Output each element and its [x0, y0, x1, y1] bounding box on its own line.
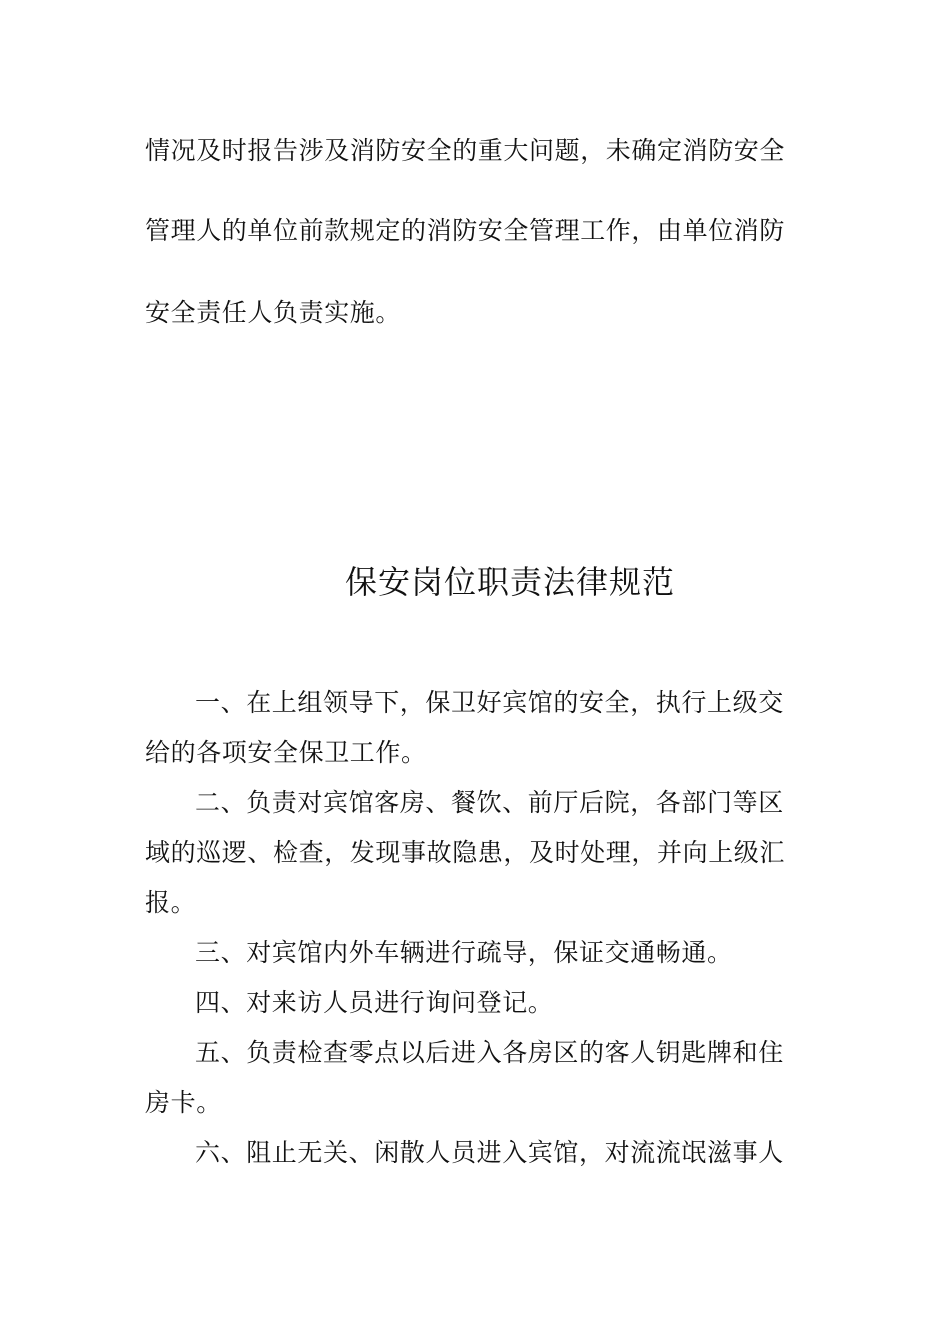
item-2-line-3: 报。	[145, 888, 197, 917]
item-4-line-1: 四、对来访人员进行询问登记。	[195, 988, 554, 1017]
item-6-line-1: 六、阻止无关、闲散人员进入宾馆，对流流氓滋事人	[195, 1138, 784, 1167]
section-title: 保安岗位职责法律规范	[344, 563, 675, 601]
item-5-line-2: 房卡。	[145, 1088, 222, 1117]
item-2-line-2: 域的巡逻、检查，发现事故隐患，及时处理，并向上级汇	[145, 838, 786, 867]
item-1-line-2: 给的各项安全保卫工作。	[145, 738, 427, 767]
item-5-line-1: 五、负责检查零点以后进入各房区的客人钥匙牌和住	[195, 1038, 784, 1067]
intro-line-1: 情况及时报告涉及消防安全的重大问题，未确定消防安全	[145, 136, 786, 165]
item-1-line-1: 一、在上组领导下，保卫好宾馆的安全，执行上级交	[195, 688, 784, 717]
item-3-line-1: 三、对宾馆内外车辆进行疏导，保证交通畅通。	[195, 938, 733, 967]
intro-line-3: 安全责任人负责实施。	[145, 298, 402, 327]
item-2-line-1: 二、负责对宾馆客房、餐饮、前厅后院，各部门等区	[195, 788, 784, 817]
intro-line-2: 管理人的单位前款规定的消防安全管理工作，由单位消防	[145, 216, 786, 245]
